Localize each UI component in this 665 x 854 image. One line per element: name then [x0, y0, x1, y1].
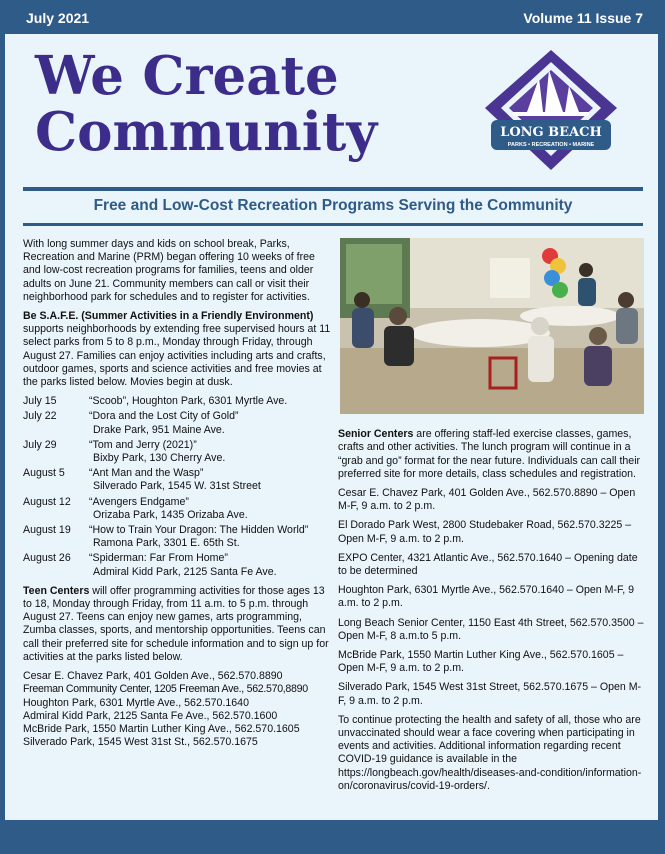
safe-heading: Be S.A.F.E. (Summer Activities in a Friendly Environment) — [23, 310, 314, 323]
movie-row — [23, 439, 333, 465]
movie-row — [23, 524, 333, 550]
teen-site: Admiral Kidd Park, 2125 Santa Fe Ave., 562.570.1600 — [23, 709, 278, 722]
movie-row — [23, 467, 333, 493]
divider-top — [23, 187, 643, 191]
movie-row — [23, 395, 333, 408]
movie-title: “Scoob”, Houghton Park, 6301 Myrtle Ave. — [89, 395, 288, 408]
movie-place: Ramona Park, 3301 E. 65th St. — [93, 537, 240, 550]
senior-site: Houghton Park, 6301 Myrtle Ave., 562.570.1640 – Open M-F, 9 a.m. to 2 p.m. — [338, 584, 635, 610]
intro-paragraph: With long summer days and kids on school break, Parks, Recreation and Marine (PRM) began offering 10 weeks of free and low-cost recreation programs for families, teens and older adults on June 21. Community members can call or visit their neighborhood park for schedules and to register for activities. — [23, 238, 315, 303]
movie-date: August 5 — [23, 467, 65, 480]
logo-tagline: PARKS • RECREATION • MARINE — [507, 142, 595, 148]
logo-name: LONG BEACH — [500, 125, 602, 140]
movie-date: July 22 — [23, 410, 57, 423]
movie-place: Bixby Park, 130 Cherry Ave. — [93, 452, 226, 465]
right-column — [338, 238, 646, 799]
issue-volume: Volume 11 Issue 7 — [523, 10, 643, 26]
title-line-2: Community — [35, 101, 378, 163]
teen-site: Houghton Park, 6301 Myrtle Ave., 562.570.1640 — [23, 696, 249, 709]
movie-place: Orizaba Park, 1435 Orizaba Ave. — [93, 508, 248, 521]
teen-site: Freeman Community Center, 1205 Freeman Ave., 562.570,8890 — [23, 683, 308, 696]
senior-heading: Senior Centers — [338, 428, 414, 441]
movie-date: July 15 — [23, 395, 57, 408]
senior-text: are offering staff-led exercise classes, games, crafts and other activities. The lunch program will continue in a “grab and go” format for the near future. Individuals can call their preferred site for more details, class schedules and registration. — [338, 428, 641, 480]
subtitle: Free and Low-Cost Recreation Programs Serving the Community — [93, 197, 573, 214]
teen-site-list — [23, 670, 333, 749]
movie-title: “How to Train Your Dragon: The Hidden World” — [89, 524, 309, 537]
sailboat-logo-icon — [483, 48, 619, 172]
footer-bar — [0, 820, 665, 854]
movie-title: “Tom and Jerry (2021)” — [89, 438, 197, 451]
movie-row — [23, 410, 333, 436]
movie-row — [23, 552, 333, 578]
covid-paragraph: To continue protecting the health and safety of all, those who are unvaccinated should wear a face covering when participating in events and activities. Additional information regarding recent COVID-19 guidance is available in the https://longbeach.gov/health/diseases-and-condition/information-on/coronavirus/covid-19-orders/. — [338, 713, 642, 792]
senior-site: EXPO Center, 4321 Atlantic Ave., 562.570.1640 – Opening date to be determined — [338, 551, 638, 578]
teen-site: Cesar E. Chavez Park, 401 Golden Ave., 562.570.8890 — [23, 670, 283, 683]
movie-date: August 26 — [23, 552, 71, 565]
movie-date: August 19 — [23, 524, 71, 537]
issue-date: July 2021 — [26, 10, 90, 26]
safe-paragraph — [23, 310, 333, 389]
teen-heading: Teen Centers — [23, 584, 90, 597]
movie-place: Silverado Park, 1545 W. 31st Street — [93, 480, 261, 493]
teen-paragraph — [23, 585, 333, 664]
movie-row — [23, 496, 333, 522]
teen-text: will offer programming activities for those ages 13 to 18, Monday through Friday, from 11 a.m. to 5 p.m. through August 27. Teens can enjoy new games, arts programming, Zumba classes, sports, and mentorship opportunities. Teens can call their preferred site for schedule information and to sign up for activities at the parks listed below. — [23, 584, 329, 663]
movie-title: “Dora and the Lost City of Gold” — [89, 410, 239, 423]
movie-title: “Spiderman: Far From Home” — [89, 552, 228, 565]
teen-site: McBride Park, 1550 Martin Luther King Ave., 562.570.1605 — [23, 722, 300, 735]
movie-schedule — [23, 395, 333, 579]
senior-site: Long Beach Senior Center, 1150 East 4th Street, 562.570.3500 – Open M-F, 8 a.m.to 5 p.m. — [338, 616, 644, 642]
senior-center-photo — [340, 238, 644, 414]
movie-date: August 12 — [23, 495, 71, 508]
senior-site: McBride Park, 1550 Martin Luther King Ave., 562.570.1605 – Open M-F, 9 a.m. to 2 p.m. — [338, 649, 624, 675]
senior-site-list — [338, 487, 646, 708]
masthead-title — [35, 45, 378, 163]
senior-paragraph — [338, 428, 646, 481]
divider-bottom — [23, 223, 643, 226]
title-line-1: We Create — [35, 45, 339, 107]
header-bar — [0, 0, 665, 34]
movie-title: “Avengers Endgame” — [89, 495, 189, 508]
movie-place: Admiral Kidd Park, 2125 Santa Fe Ave. — [93, 565, 277, 578]
movie-place: Drake Park, 951 Maine Ave. — [93, 423, 225, 436]
senior-site: El Dorado Park West, 2800 Studebaker Road, 562.570.3225 – Open M-F, 9 a.m. to 2 p.m. — [338, 519, 632, 545]
left-column — [23, 238, 333, 749]
senior-site: Silverado Park, 1545 West 31st Street, 562.570.1675 – Open M-F, 9 a.m. to 2 p.m. — [338, 681, 642, 707]
teen-site: Silverado Park, 1545 West 31st St., 562.570.1675 — [23, 736, 258, 749]
safe-text: supports neighborhoods by extending free supervised hours at 11 select parks from 5 to 8 p.m., Monday through Friday, through August 27. Families can enjoy activities including arts and crafts, outdoor games, sports and science activities and free movies at the parks listed below. Movies begin at dusk. — [23, 323, 331, 389]
content-sheet — [5, 34, 658, 820]
movie-title: “Ant Man and the Wasp” — [89, 467, 204, 480]
movie-date: July 29 — [23, 438, 57, 451]
senior-site: Cesar E. Chavez Park, 401 Golden Ave., 562.570.8890 – Open M-F, 9 a.m. to 2 p.m. — [338, 487, 636, 513]
